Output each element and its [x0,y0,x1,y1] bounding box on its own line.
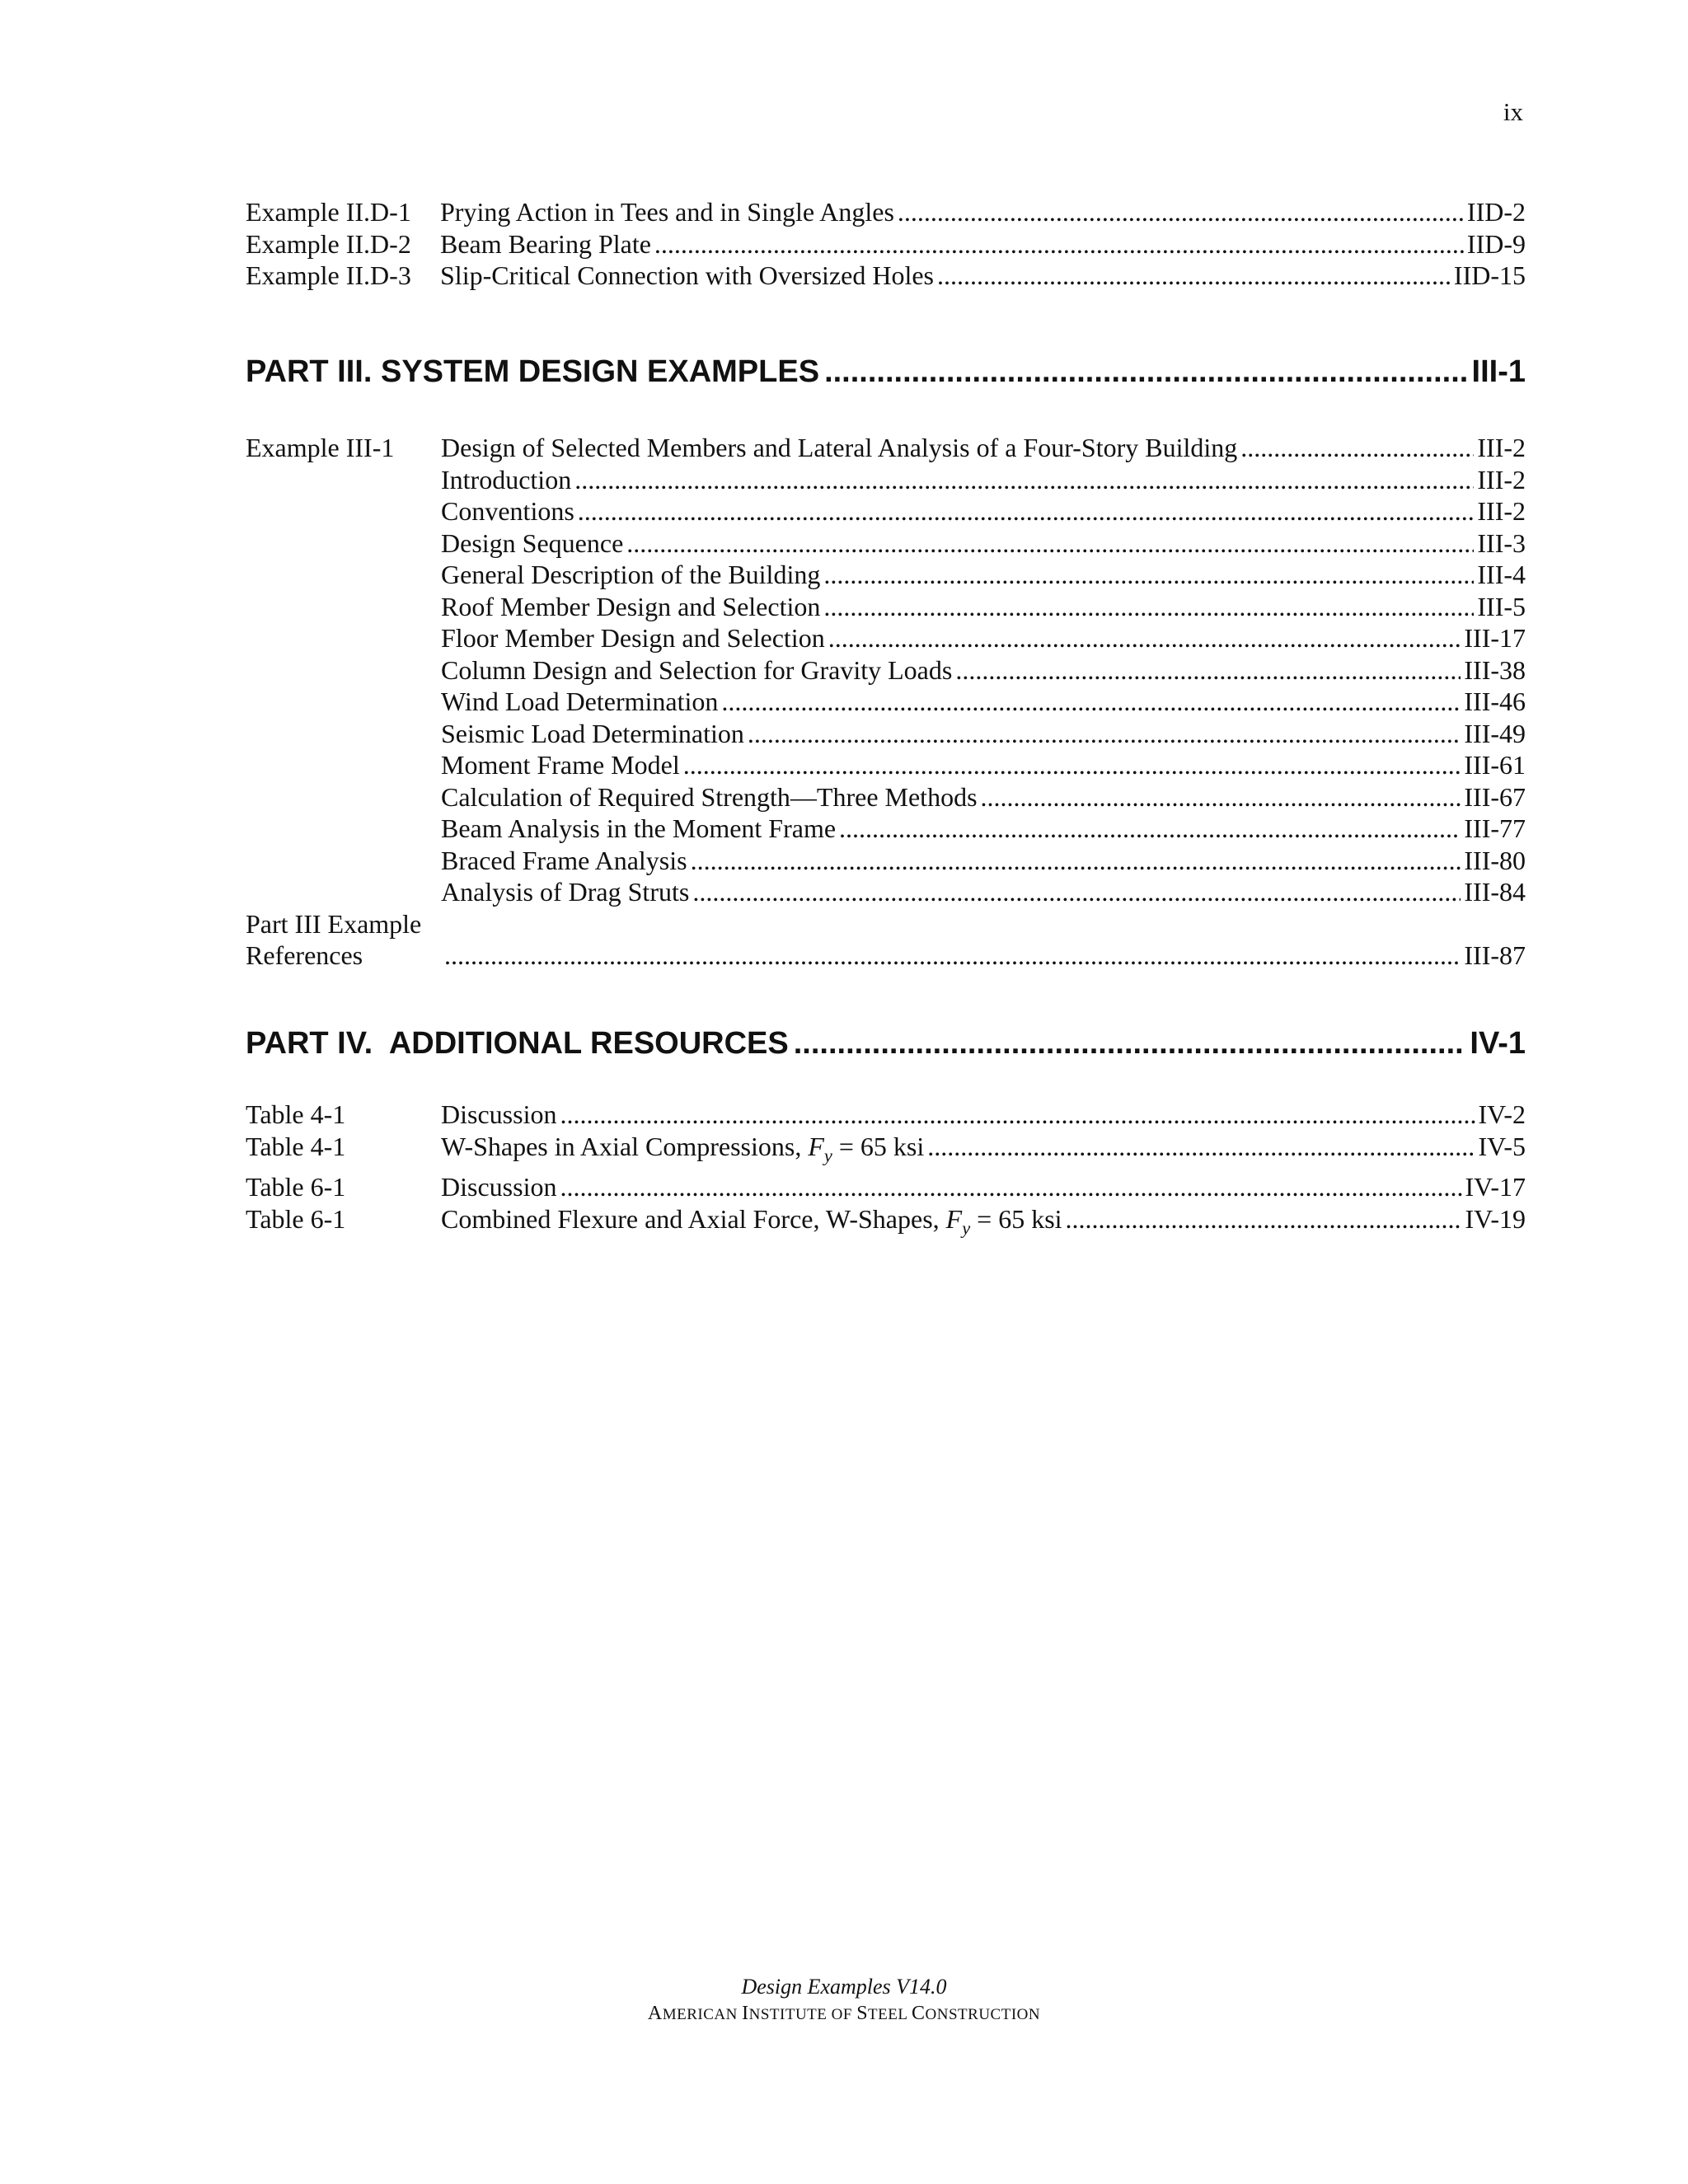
dot-leader [955,654,1461,687]
entry-label: Table 6-1 [246,1172,346,1202]
entry-page: III-2 [1477,433,1526,462]
part4-heading[interactable] [246,1024,1526,1062]
part-page: IV-1 [1470,1026,1526,1061]
entry-label: Table 6-1 [246,1203,346,1234]
dot-leader [898,196,1464,228]
toc-entry[interactable] [246,196,1526,228]
entry-page: IV-5 [1478,1131,1526,1161]
entry-page: III-67 [1464,781,1526,812]
entry-page: IID-9 [1466,228,1526,259]
dot-leader [937,260,1451,292]
dot-leader [683,749,1461,781]
entry-page: IID-15 [1453,260,1526,290]
entry-page: III-77 [1464,813,1526,843]
subscript-y: y [823,1144,832,1165]
dot-leader [626,527,1474,560]
entry-page: III-2 [1477,496,1526,526]
toc-entry[interactable] [246,781,1526,813]
entry-page: III-4 [1477,560,1526,589]
dot-leader [691,845,1461,877]
entry-title: Design Sequence [441,527,624,558]
toc-entry[interactable] [246,1131,1526,1172]
entry-title: Combined Flexure and Axial Force, W-Shapes, $F_y = 65$ ksi [441,1203,1062,1239]
variable-f: F [945,1203,963,1234]
dot-leader [1240,432,1474,464]
toc-entry[interactable] [246,228,1526,260]
entry-title: Discussion [441,1099,557,1129]
toc-entry[interactable] [246,432,1526,464]
entry-title: Floor Member Design and Selection [441,623,825,653]
entry-label: Example II.D-2 [246,228,411,259]
entry-title: Calculation of Required Strength—Three Methods [441,781,978,812]
entry-page: III-46 [1464,687,1526,716]
entry-page: IV-17 [1465,1172,1526,1202]
dot-leader [560,1099,1475,1131]
entry-label: Example III-1 [246,433,395,462]
entry-title: Slip-Critical Connection with Oversized Holes [440,260,934,290]
toc-entry[interactable] [246,495,1526,527]
toc-entry[interactable] [246,559,1526,591]
entry-page: III-3 [1477,527,1526,558]
part-title: PART IV. ADDITIONAL RESOURCES [246,1026,789,1061]
dot-leader [444,940,1461,972]
dot-leader [748,718,1461,750]
entry-label: Table 4-1 [246,1131,346,1161]
entry-page: III-2 [1477,464,1526,494]
dot-leader [578,495,1475,527]
toc-entry[interactable] [246,1171,1526,1203]
dot-leader [721,686,1461,718]
entry-page: IV-19 [1465,1203,1526,1234]
entry-page: III-84 [1464,877,1526,907]
toc-entry-references[interactable] [246,940,1526,972]
entry-label: Example II.D-1 [246,197,411,227]
toc-entry[interactable] [246,686,1526,718]
toc-entry[interactable] [246,654,1526,687]
toc-entry[interactable] [246,718,1526,750]
dot-leader [654,228,1464,260]
part2-entries [246,196,1526,292]
entry-title: Conventions [441,496,574,526]
toc-entry[interactable] [246,876,1526,908]
entry-page: III-80 [1464,845,1526,875]
entry-title: Braced Frame Analysis [441,845,687,875]
entry-title: Beam Analysis in the Moment Frame [441,813,837,843]
entry-label: Example II.D-3 [246,260,411,290]
dot-leader [981,781,1461,813]
entry-title: General Description of the Building [441,560,821,589]
entry-title: Introduction [441,464,572,494]
entry-title: Seismic Load Determination [441,718,744,748]
toc-entry[interactable] [246,527,1526,560]
entry-page: III-87 [1464,940,1526,970]
dot-leader [692,876,1461,908]
dot-leader [560,1171,1461,1203]
entry-title: Prying Action in Tees and in Single Angles [440,197,894,227]
entry-title: Roof Member Design and Selection [441,591,821,621]
footer-publisher: AMERICAN INSTITUTE OF STEEL CONSTRUCTION [647,2003,1041,2024]
toc-entry[interactable] [246,813,1526,845]
entry-title: Column Design and Selection for Gravity Loads [441,654,953,685]
dot-leader [823,591,1474,623]
toc-entry[interactable] [246,1099,1526,1131]
dot-leader [824,353,1466,391]
entry-title: Beam Bearing Plate [440,228,651,259]
toc-entry-references-label [246,908,1526,940]
toc-entry[interactable] [246,260,1526,292]
dot-leader [927,1131,1475,1163]
entry-label: References [246,940,363,970]
part3-heading[interactable] [246,353,1526,391]
toc-entry[interactable] [246,845,1526,877]
dot-leader [828,622,1461,654]
entry-page: III-5 [1477,591,1526,621]
entry-title: Moment Frame Model [441,750,680,780]
part4-entries [246,1099,1526,1244]
entry-page: III-38 [1464,654,1526,685]
toc-entry[interactable] [246,1203,1526,1244]
dot-leader [794,1024,1465,1062]
entry-label: Part III Example [246,908,422,939]
subscript-y: y [962,1217,971,1239]
dot-leader [574,464,1474,496]
footer-title: Design Examples V14.0 [741,1975,947,1999]
entry-page: III-61 [1464,750,1526,780]
entry-title: Wind Load Determination [441,687,719,716]
dot-leader [1066,1203,1462,1235]
entry-page: III-17 [1464,623,1526,653]
dot-leader [839,813,1461,845]
entry-title: Discussion [441,1172,557,1202]
entry-title: Analysis of Drag Struts [441,877,690,907]
entry-title: Design of Selected Members and Lateral Analysis of a Four-Story Building [441,433,1238,462]
toc-entry[interactable] [246,622,1526,654]
entry-page: IV-2 [1478,1099,1526,1129]
entry-page: III-49 [1464,718,1526,748]
part-page: III-1 [1471,354,1526,389]
part-title: PART III. SYSTEM DESIGN EXAMPLES [246,354,820,389]
part3-entries [246,432,1526,972]
toc-entry[interactable] [246,591,1526,623]
entry-label: Table 4-1 [246,1099,346,1129]
entry-page: IID-2 [1466,197,1526,227]
entry-title: W-Shapes in Axial Compressions, $F_y = 65$ ksi [441,1131,925,1165]
variable-f: F [808,1131,824,1161]
toc-entry[interactable] [246,749,1526,781]
page-number: ix [1503,97,1523,126]
toc-entry[interactable] [246,464,1526,496]
dot-leader [823,559,1474,591]
